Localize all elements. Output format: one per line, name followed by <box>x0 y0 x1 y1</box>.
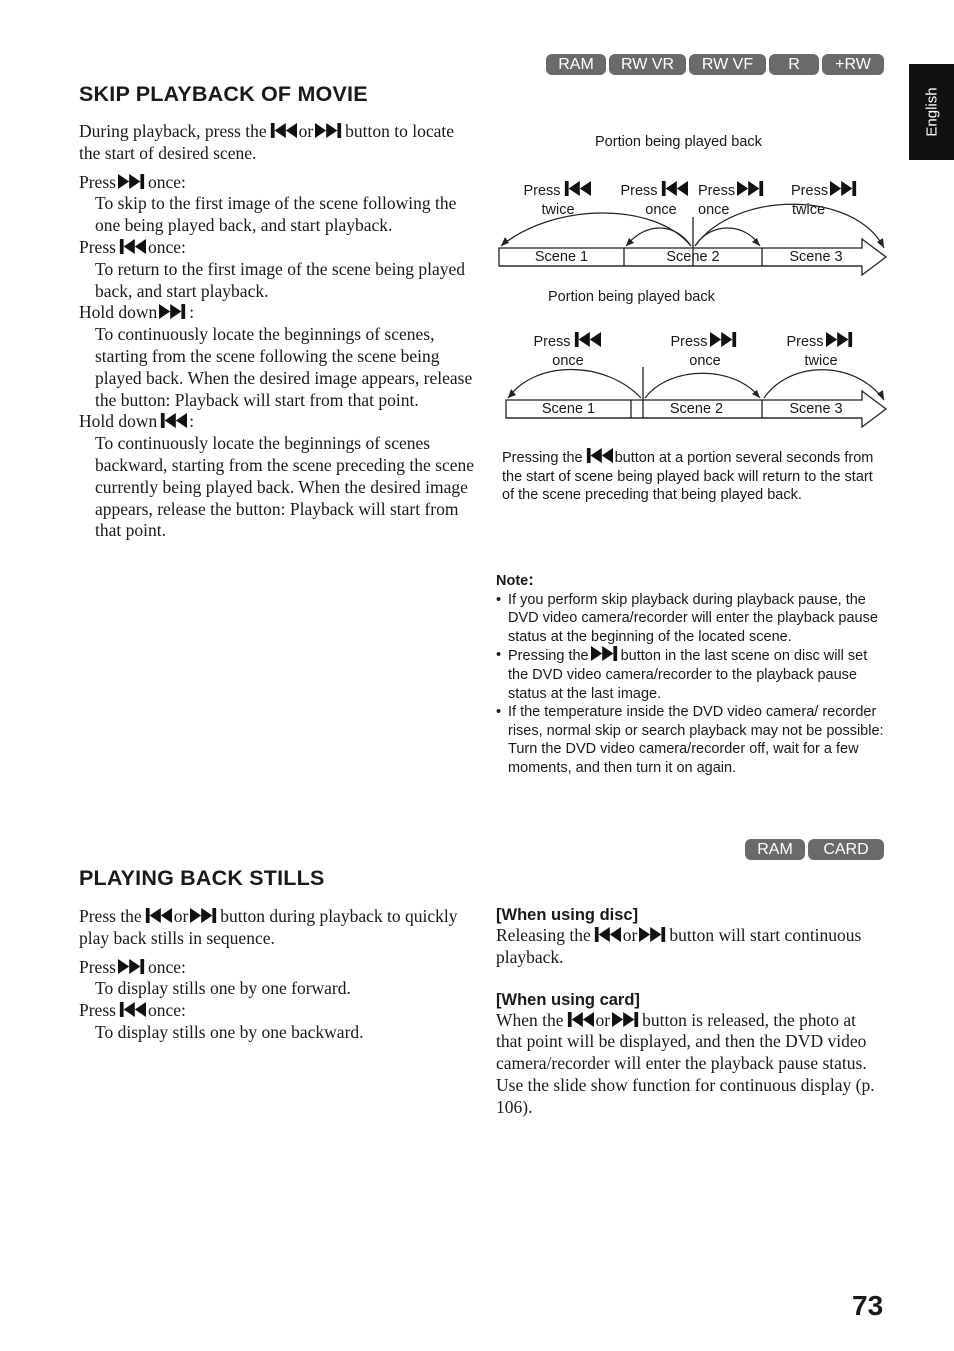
diagram-label: Press twice <box>518 181 598 220</box>
section-title-playing-back-stills: PLAYING BACK STILLS <box>79 866 325 890</box>
note-item: • If the temperature inside the DVD video camera/ recorder rises, normal skip or search playback may not be possible: Turn the DVD video camera/recorder off, wait for a few moments, and then turn it on again. <box>496 703 886 777</box>
scene-label: Scene 1 <box>541 401 596 417</box>
section1-body <box>79 121 474 542</box>
badge-plus-rw: +RW <box>822 54 884 75</box>
card-text: When the or button is released, the photo at that point will be displayed, and then the DVD video camera/recorder will enter the playback pause status. <box>496 1009 867 1074</box>
note-item: • If you perform skip playback during playback pause, the DVD video camera/recorder will enter the playback pause status at the beginning of the located scene. <box>496 591 886 647</box>
diagram-label: Press twice <box>791 181 871 220</box>
section1-item: Press once: To skip to the first image of the scene following the one being played back, and start playback. <box>79 171 457 236</box>
skip-prev-icon <box>144 908 172 923</box>
badge-rw-vr: RW VR <box>609 54 686 75</box>
skip-prev-icon <box>593 927 621 942</box>
diagram-label: Press once <box>698 181 778 220</box>
section2-right <box>496 906 886 1119</box>
section2-body <box>79 906 474 1044</box>
diagram-label: Press once <box>665 332 745 371</box>
skip-next-icon <box>591 646 619 661</box>
language-tab-label: English <box>923 87 940 137</box>
badge-r: R <box>769 54 819 75</box>
language-tab <box>909 64 954 160</box>
skip-prev-icon <box>159 413 187 428</box>
skip-prev-icon <box>566 1012 594 1027</box>
section2-item: Press once: To display stills one by one forward. <box>79 956 351 999</box>
note-list <box>496 591 886 778</box>
scene-label: Scene 3 <box>789 249 843 265</box>
skip-next-icon <box>639 927 667 942</box>
badge-rw-vf: RW VF <box>689 54 766 75</box>
format-badges-top <box>546 54 884 75</box>
skip-prev-icon <box>118 239 146 254</box>
scene-diagram-2 <box>495 285 895 435</box>
section1-item: Press once: To return to the first image of the scene being played back, and start playback. <box>79 236 466 301</box>
skip-next-icon <box>159 304 187 319</box>
section2-intro: Press the or button during playback to quickly play back stills in sequence. <box>79 906 458 948</box>
scene-label: Scene 3 <box>789 401 843 417</box>
diagram-label: Press once <box>615 181 695 220</box>
page-number: 73 <box>852 1290 884 1321</box>
card-heading: [When using card] <box>496 990 640 1009</box>
scene-label: Scene 2 <box>669 401 724 417</box>
skip-prev-icon <box>585 448 613 463</box>
diagram-caption: Portion being played back <box>548 289 715 305</box>
skip-prev-icon <box>118 1002 146 1017</box>
disc-heading: [When using disc] <box>496 906 639 924</box>
diagram-label: Press once <box>528 332 608 371</box>
section2-item: Press once: To display stills one by one backward. <box>79 1000 364 1042</box>
diagram-note: Pressing the button at a portion several seconds from the start of scene being played back will return to the start of the scene preceding that being played back. <box>502 450 874 504</box>
note-item: • Pressing the button in the last scene on disc will set the DVD video camera/recorder to the playback pause status at the last image. <box>496 646 886 703</box>
format-badges-bottom <box>745 839 884 860</box>
skip-prev-icon <box>269 123 297 138</box>
diagram-caption: Portion being played back <box>595 134 762 150</box>
skip-next-icon <box>190 908 218 923</box>
badge-ram: RAM <box>546 54 606 75</box>
section1-item: Hold down : To continuously locate the beginnings of scenes, starting from the scene following the scene being played back. When the desired image appears, release the button: Playback will start from that point. <box>79 302 473 410</box>
scene-label: Scene 1 <box>534 249 589 265</box>
skip-next-icon <box>612 1012 640 1027</box>
diagram-label: Press twice <box>781 332 861 371</box>
badge-ram: RAM <box>745 839 805 860</box>
note-heading: Note: <box>496 570 534 589</box>
scene-diagram-1 <box>495 130 895 280</box>
scene-label: Scene 2 <box>666 249 720 265</box>
section-title-skip-playback: SKIP PLAYBACK OF MOVIE <box>79 82 368 106</box>
skip-next-icon <box>315 123 343 138</box>
note-block <box>496 571 886 778</box>
section1-intro: During playback, press the or button to locate the start of desired scene. <box>79 121 455 163</box>
skip-next-icon <box>118 959 146 974</box>
section1-item: Hold down : To continuously locate the beginnings of scenes backward, starting from the scene preceding the scene currently being played back. When the desired image appears, release the button: Playback will start from that point. <box>79 411 475 541</box>
card-text-2: Use the slide show function for continuous display (p. 106). <box>496 1074 875 1117</box>
disc-text: Releasing the or button will start continuous playback. <box>496 925 862 967</box>
skip-next-icon <box>118 174 146 189</box>
badge-card: CARD <box>808 839 884 860</box>
